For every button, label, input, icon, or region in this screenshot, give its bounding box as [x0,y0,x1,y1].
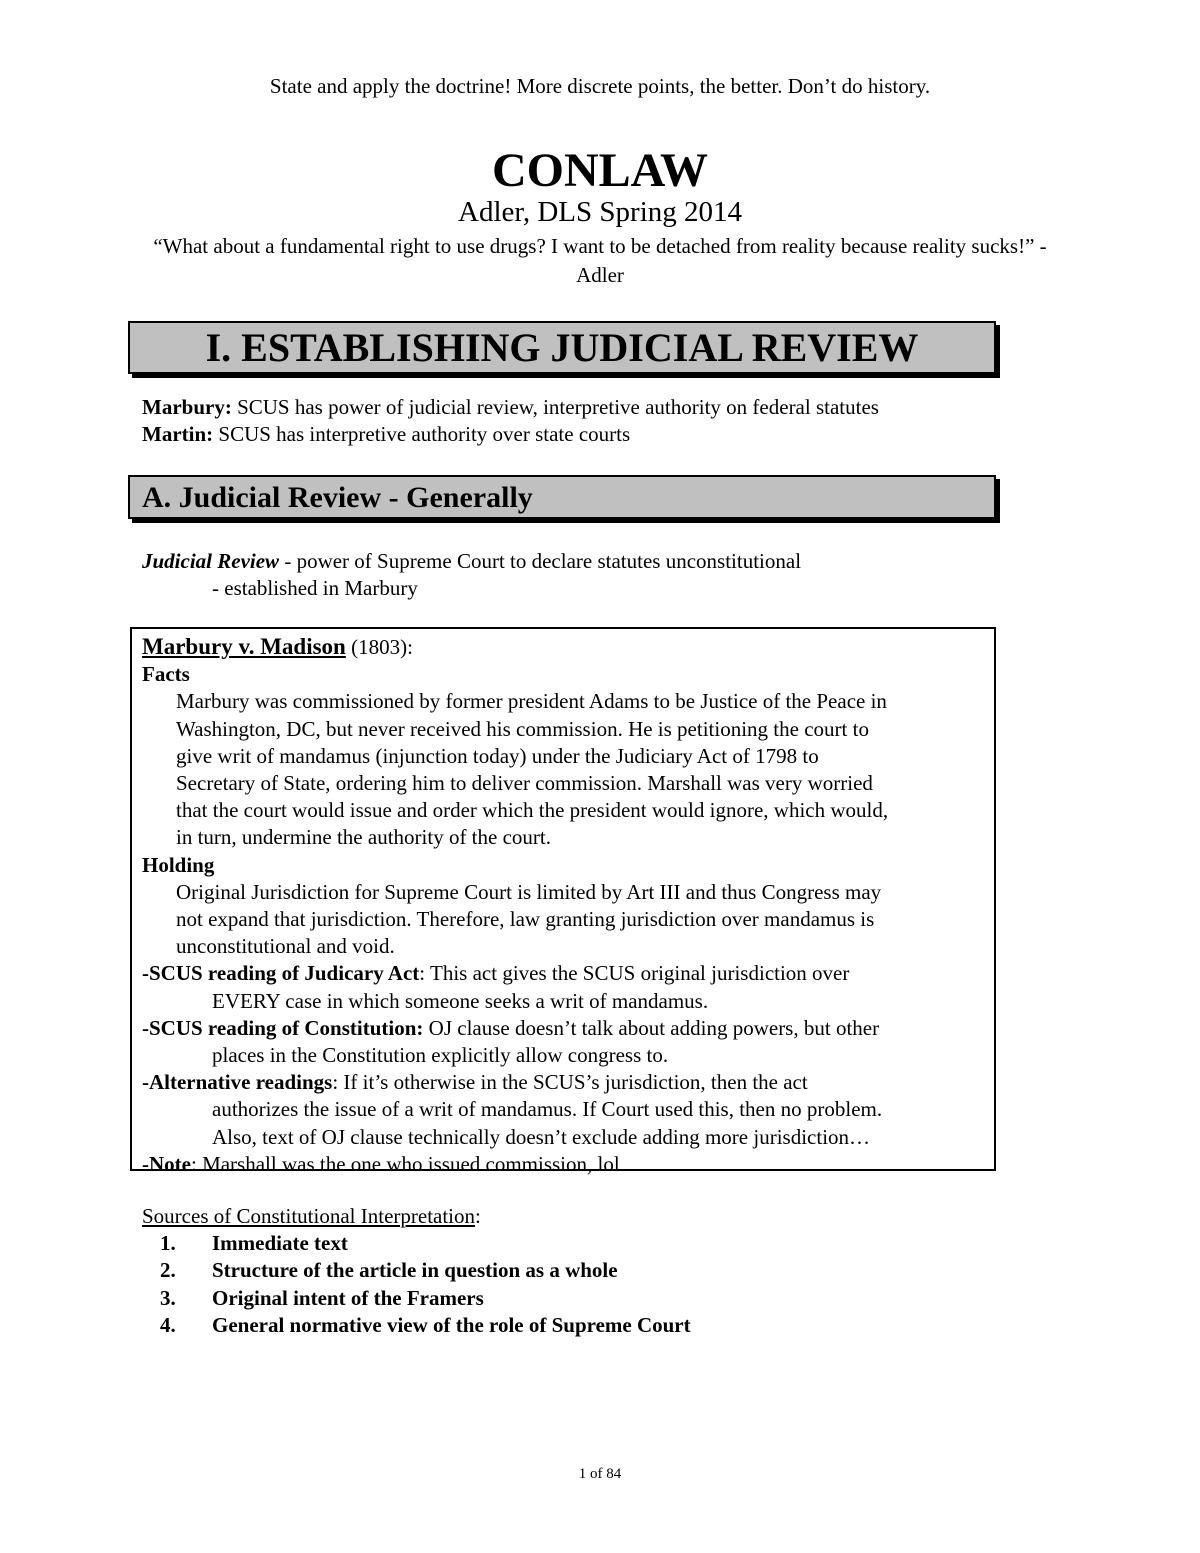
document-subtitle: Adler, DLS Spring 2014 [458,196,742,228]
case-name: Marbury v. Madison [142,634,346,659]
sources-title: Sources of Constitutional Interpretation [142,1204,476,1228]
list-text: Structure of the article in question as a whole [212,1258,618,1283]
point-continuation: Also, text of OJ clause technically doesn’t exclude adding more jurisdiction… [212,1124,871,1149]
list-item [142,1285,1042,1312]
sources-colon: : [475,1204,481,1228]
judicial-review-definition [142,548,801,602]
point-text: : This act gives the SCUS original jurisdiction over [419,961,850,986]
list-item [142,1230,1042,1257]
section-heading-judicial-review: I. ESTABLISHING JUDICIAL REVIEW [128,321,996,374]
summary-text: SCUS has power of judicial review, interpretive authority on federal statutes [231,395,879,419]
point-text: : If it’s otherwise in the SCUS’s jurisdiction, then the act [332,1070,808,1095]
sources-section [142,1203,1042,1339]
holding-line: Original Jurisdiction for Supreme Court is limited by Art III and thus Congress may [176,879,882,904]
list-text: General normative view of the role of Supreme Court [212,1312,691,1337]
point-continuation: EVERY case in which someone seeks a writ of mandamus. [212,988,709,1013]
point-continuation: places in the Constitution explicitly allow congress to. [212,1043,669,1068]
facts-line: Secretary of State, ordering him to deliver commission. Marshall was very worried [176,771,873,796]
point-note [142,1151,992,1178]
point-label: -Note [142,1151,191,1176]
facts-line: Marbury was commissioned by former president Adams to be Justice of the Peace in [176,689,887,714]
header-note: State and apply the doctrine! More discrete points, the better. Don’t do history. [269,74,931,98]
point-judiciary-act [142,960,992,987]
case-box-marbury [130,627,996,1176]
list-text: Original intent of the Framers [212,1285,484,1310]
list-item [142,1312,1042,1339]
facts-line: Washington, DC, but never received his commission. He is petitioning the court to [176,716,869,741]
point-text: : Marshall was the one who issued commission, lol [190,1151,620,1176]
subsection-heading-generally: A. Judicial Review - Generally [128,475,996,519]
point-label: -Alternative readings [142,1070,333,1095]
document-quote: “What about a fundamental right to use drugs? I want to be detached from reality because reality sucks!” - Adler [153,234,1047,287]
case-content [142,633,992,1178]
point-alternative-readings [142,1069,992,1096]
list-number: 4. [160,1312,176,1337]
case-year: (1803): [345,635,413,659]
facts-line: give writ of mandamus (injunction today) under the Judiciary Act of 1798 to [176,743,819,768]
facts-line: in turn, undermine the authority of the court. [176,825,551,850]
point-continuation: authorizes the issue of a writ of mandamus. If Court used this, then no problem. [212,1097,883,1122]
holding-line: unconstitutional and void. [176,934,395,959]
list-number: 3. [160,1285,176,1310]
document-title: CONLAW [491,144,709,197]
summary-label: Martin: [142,422,214,446]
list-number: 1. [160,1231,176,1255]
sources-heading [142,1203,1042,1230]
definition-line [142,548,801,575]
list-text: Immediate text [212,1231,348,1255]
facts-label: Facts [142,662,190,687]
holding-line: not expand that jurisdiction. Therefore, law granting jurisdiction over mandamus is [176,907,875,932]
point-constitution [142,1015,992,1042]
definition-note: - established in Marbury [212,576,418,600]
sources-list [142,1230,1042,1339]
definition-term: Judicial Review [142,549,280,573]
point-label: -SCUS reading of Judicary Act [142,961,420,986]
summary-line-marbury [142,394,879,421]
summary-label: Marbury: [142,395,232,419]
summary-text: SCUS has interpretive authority over state courts [213,422,631,446]
holding-label: Holding [142,852,215,877]
point-label: -SCUS reading of Constitution: [142,1015,424,1040]
list-item [142,1257,1042,1284]
case-heading [142,633,992,661]
point-text: OJ clause doesn’t talk about adding powers, but other [423,1015,880,1040]
definition-text: - power of Supreme Court to declare statutes unconstitutional [279,549,802,573]
section1-summary [142,394,879,448]
summary-line-martin [142,421,879,448]
list-number: 2. [160,1258,176,1283]
facts-line: that the court would issue and order which the president would ignore, which would, [176,798,889,823]
page-number: 1 of 84 [578,1466,622,1482]
